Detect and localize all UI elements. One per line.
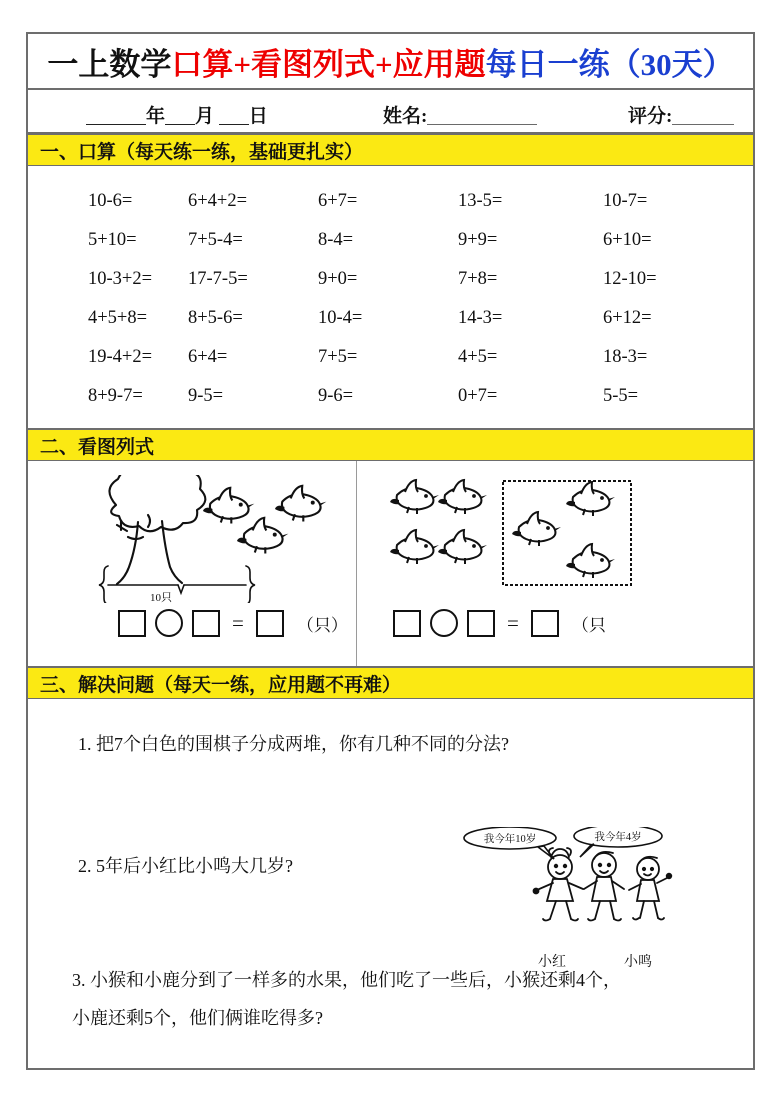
calc-item[interactable]: 12-10= [603,269,657,289]
title-part-daily: 每日一练（30天） [485,46,734,82]
unit-label: （只） [296,615,348,635]
calc-row [28,182,753,221]
student-info-row [28,90,753,134]
answer-box-3[interactable] [256,610,284,637]
calc-item[interactable]: 7+8= [458,269,498,289]
calc-item[interactable]: 4+5= [458,347,498,367]
calc-item[interactable]: 10-3+2= [88,269,153,289]
calc-item[interactable]: 18-3= [603,347,648,367]
calc-item[interactable]: 9+0= [318,269,358,289]
tree-and-birds-illustration [76,475,376,603]
name-field[interactable] [383,101,537,128]
calc-row [28,221,753,260]
calc-item[interactable]: 5-5= [603,386,639,406]
section-two-label: 二、看图列式 [40,436,155,458]
section-two-header [28,429,753,461]
birds-inside-group [512,482,615,578]
answer-box-2[interactable] [467,610,495,637]
unit-label: （只 [571,615,606,635]
calc-row [28,377,753,416]
calc-item[interactable]: 17-7-5= [188,269,248,289]
child-figure-middle [584,852,624,921]
section-one-header [28,134,753,166]
answer-box-1[interactable] [393,610,421,637]
equals-sign: = [232,610,244,635]
child-label-xiaohong: 小红 [538,955,566,970]
calc-item[interactable]: 8+5-6= [188,308,243,328]
calc-row [28,260,753,299]
calc-item[interactable]: 7+5-4= [188,230,243,250]
calc-item[interactable]: 10-4= [318,308,363,328]
calc-item[interactable]: 9-6= [318,386,354,406]
brace-label: 10只 [150,592,172,603]
operator-circle[interactable] [430,609,458,637]
date-field[interactable] [86,101,268,128]
section-one-label: 一、口算（每天练一练，基础更扎实） [40,141,364,163]
child-figure-xiaohong [534,848,584,921]
calc-item[interactable]: 9-5= [188,386,224,406]
page-title [47,39,733,84]
word-problem-1: 1. 把7个白色的围棋子分成两堆，你有几种不同的分法? [78,734,509,754]
picture-problems [28,461,753,667]
answer-box-1[interactable] [118,610,146,637]
bird-group [203,486,326,554]
title-part-topics: 口算+看图列式+应用题 [171,46,486,82]
word-problem-2: 2. 5年后小红比小鸣大几岁? [78,856,293,876]
child-label-xiaoming: 小鸣 [624,955,652,970]
birds-and-box-illustration [377,477,677,597]
answer-box-2[interactable] [192,610,220,637]
calc-item[interactable]: 14-3= [458,308,503,328]
bubble-text-left: 我今年10岁 [483,834,537,845]
operator-circle[interactable] [155,609,183,637]
equals-sign: = [507,610,519,635]
calc-item[interactable]: 5+10= [88,230,137,250]
answer-equation-left [118,609,348,637]
score-field[interactable] [628,101,734,128]
word-problem-3-line2: 小鹿还剩5个，他们俩谁吃得多? [72,1008,323,1028]
calc-item[interactable]: 6+12= [603,308,652,328]
calc-item[interactable]: 6+4+2= [188,191,248,211]
name-label: 姓名: [383,106,428,127]
score-label: 评分: [628,106,673,127]
calc-item[interactable]: 6+10= [603,230,652,250]
calc-item[interactable]: 19-4+2= [88,347,153,367]
arithmetic-grid [28,166,753,429]
calc-item[interactable]: 7+5= [318,347,358,367]
calc-item[interactable]: 10-6= [88,191,133,211]
calc-item[interactable]: 8-4= [318,230,354,250]
picture-problem-right [357,461,753,666]
year-blank[interactable] [86,107,146,125]
month-blank[interactable] [165,107,195,125]
calc-item[interactable]: 8+9-7= [88,386,143,406]
birds-outside-group [390,480,487,564]
calc-item[interactable]: 0+7= [458,386,498,406]
section-three-header [28,667,753,699]
score-blank[interactable] [672,107,734,125]
answer-box-3[interactable] [531,610,559,637]
calc-item[interactable]: 6+4= [188,347,228,367]
bubble-text-right: 我今年4岁 [594,832,642,843]
answer-equation-right [393,609,606,637]
child-figure-xiaoming [629,857,671,920]
title-part-subject: 一上数学 [47,46,172,82]
calc-item[interactable]: 13-5= [458,191,503,211]
worksheet-table [26,32,755,1070]
day-blank[interactable] [219,107,249,125]
word-problem-3-line1: 3. 小猴和小鹿分到了一样多的水果，他们吃了一些后，小猴还剩4个， [72,970,621,990]
calc-item[interactable]: 9+9= [458,230,498,250]
word-problems-area [28,699,753,1071]
calc-item[interactable]: 10-7= [603,191,648,211]
word-problem-3 [72,961,732,1037]
section-three-label: 三、解决问题（每天一练，应用题不再难） [40,674,402,696]
calc-row [28,299,753,338]
picture-problem-left [28,461,357,666]
calc-item[interactable]: 6+7= [318,191,358,211]
year-label: 年 [146,106,166,127]
calc-row [28,338,753,377]
day-label: 日 [248,106,268,127]
calc-item[interactable]: 4+5+8= [88,308,148,328]
title-row [28,34,753,90]
children-illustration [452,827,692,943]
month-label: 月 [195,106,215,127]
name-blank[interactable] [427,107,537,125]
